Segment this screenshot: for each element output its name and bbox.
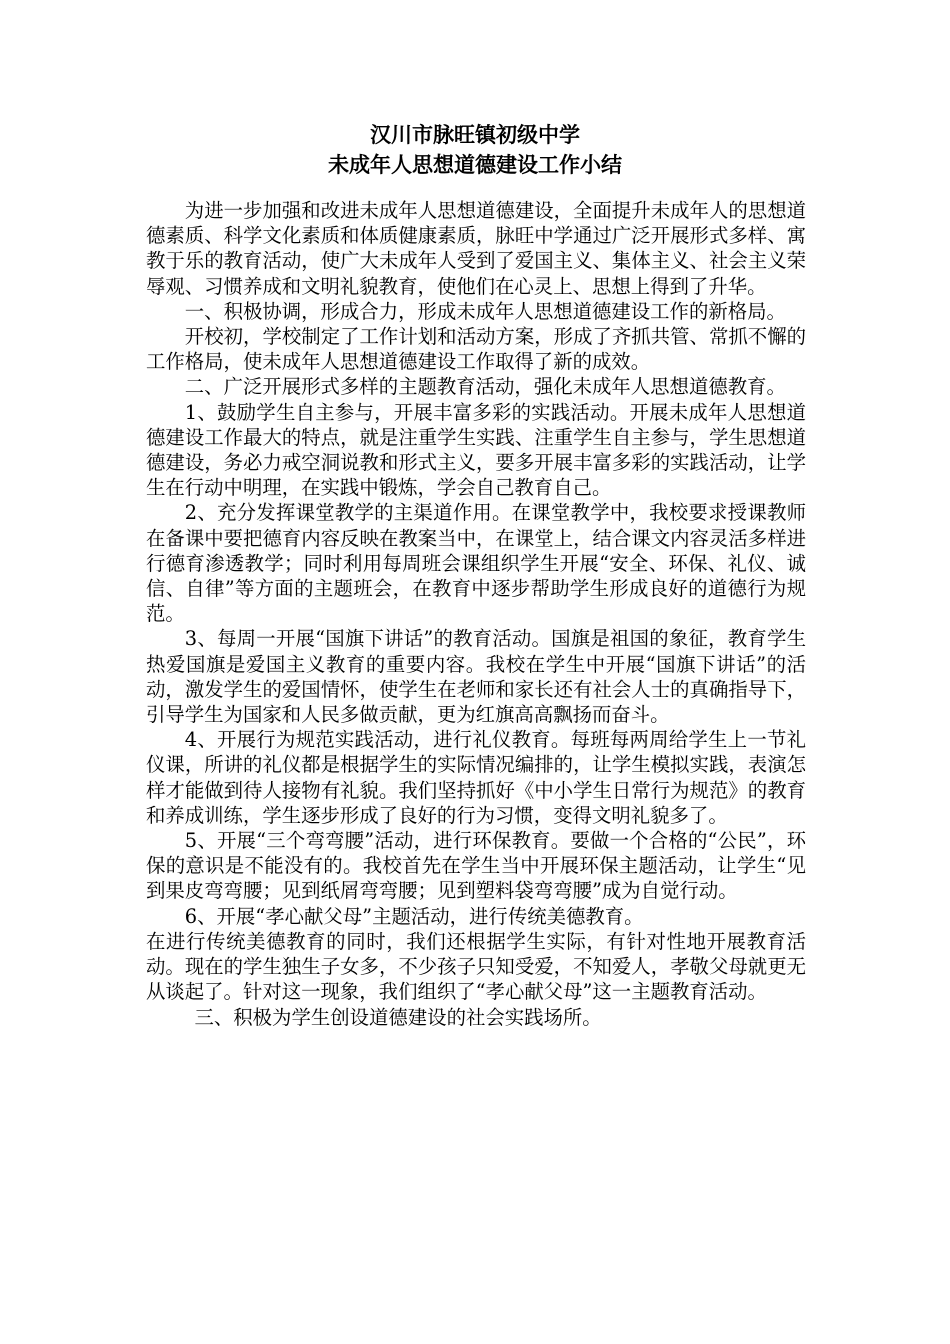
document-body bbox=[146, 198, 806, 1030]
paragraph-intro: 为进一步加强和改进未成年人思想道德建设，全面提升未成年人的思想道德素质、科学文化素质和体质健康素质，脉旺中学通过广泛开展形式多样、寓教于乐的教育活动，使广大未成年人受到了爱国主义、集体主义、社会主义荣辱观、习惯养成和文明礼貌教育，使他们在心灵上、思想上得到了升华。 bbox=[146, 199, 806, 298]
paragraph-item-2: 2、充分发挥课堂教学的主渠道作用。在课堂教学中，我校要求授课教师在备课中要把德育内容反映在教案当中，在课堂上，结合课文内容灵活多样进行德育渗透教学；同时利用每周班会课组织学生开展“安全、环保、礼仪、诚信、自律”等方面的主题班会，在教育中逐步帮助学生形成良好的道德行为规范。 bbox=[146, 501, 806, 626]
paragraph-item-6-detail: 在进行传统美德教育的同时，我们还根据学生实际，有针对性地开展教育活动。现在的学生独生子女多，不少孩子只知受爱，不知爱人，孝敬父母就更无从谈起了。针对这一现象，我们组织了“孝心献父母”这一主题教育活动。 bbox=[146, 929, 806, 1004]
paragraph-section-1: 开校初，学校制定了工作计划和活动方案，形成了齐抓共管、常抓不懈的工作格局，使未成年人思想道德建设工作取得了新的成效。 bbox=[146, 325, 806, 374]
paragraph-item-5: 5、开展“三个弯弯腰”活动，进行环保教育。要做一个合格的“公民”，环保的意识是不能没有的。我校首先在学生当中开展环保主题活动，让学生“见到果皮弯弯腰；见到纸屑弯弯腰；见到塑料袋弯弯腰”成为自觉行动。 bbox=[146, 829, 806, 903]
section-heading-2: 二、广泛开展形式多样的主题教育活动，强化未成年人思想道德教育。 bbox=[184, 375, 786, 399]
paragraph-item-4: 4、开展行为规范实践活动，进行礼仪教育。每班每两周给学生上一节礼仪课，所讲的礼仪都是根据学生的实际情况编排的，让学生模拟实践，表演怎样才能做到待人接物有礼貌。我们坚持抓好《中小学生日常行为规范》的教育和养成训练，学生逐步形成了良好的行为习惯，变得文明礼貌多了。 bbox=[146, 728, 806, 827]
paragraph-item-1: 1、鼓励学生自主参与，开展丰富多彩的实践活动。开展未成年人思想道德建设工作最大的特点，就是注重学生实践、注重学生自主参与，学生思想道德建设，务必力戒空洞说教和形式主义，要多开展丰富多彩的实践活动，让学生在行动中明理，在实践中锻炼，学会自己教育自己。 bbox=[146, 400, 806, 500]
section-heading-3: 三、积极为学生创设道德建设的社会实践场所。 bbox=[194, 1005, 602, 1029]
title-school-name: 汉川市脉旺镇初级中学 bbox=[370, 123, 580, 147]
paragraph-item-3: 3、每周一开展“国旗下讲话”的教育活动。国旗是祖国的象征，教育学生热爱国旗是爱国主义教育的重要内容。我校在学生中开展“国旗下讲话”的活动，激发学生的爱国情怀，使学生在老师和家长还有社会人士的真确指导下，引导学生为国家和人民多做贡献，更为红旗高高飘扬而奋斗。 bbox=[146, 627, 806, 727]
paragraph-item-6: 6、开展“孝心献父母”主题活动，进行传统美德教育。 bbox=[184, 904, 644, 928]
document-title bbox=[0, 120, 950, 180]
section-heading-1: 一、积极协调，形成合力，形成未成年人思想道德建设工作的新格局。 bbox=[184, 299, 786, 323]
title-report-name: 未成年人思想道德建设工作小结 bbox=[328, 153, 622, 177]
